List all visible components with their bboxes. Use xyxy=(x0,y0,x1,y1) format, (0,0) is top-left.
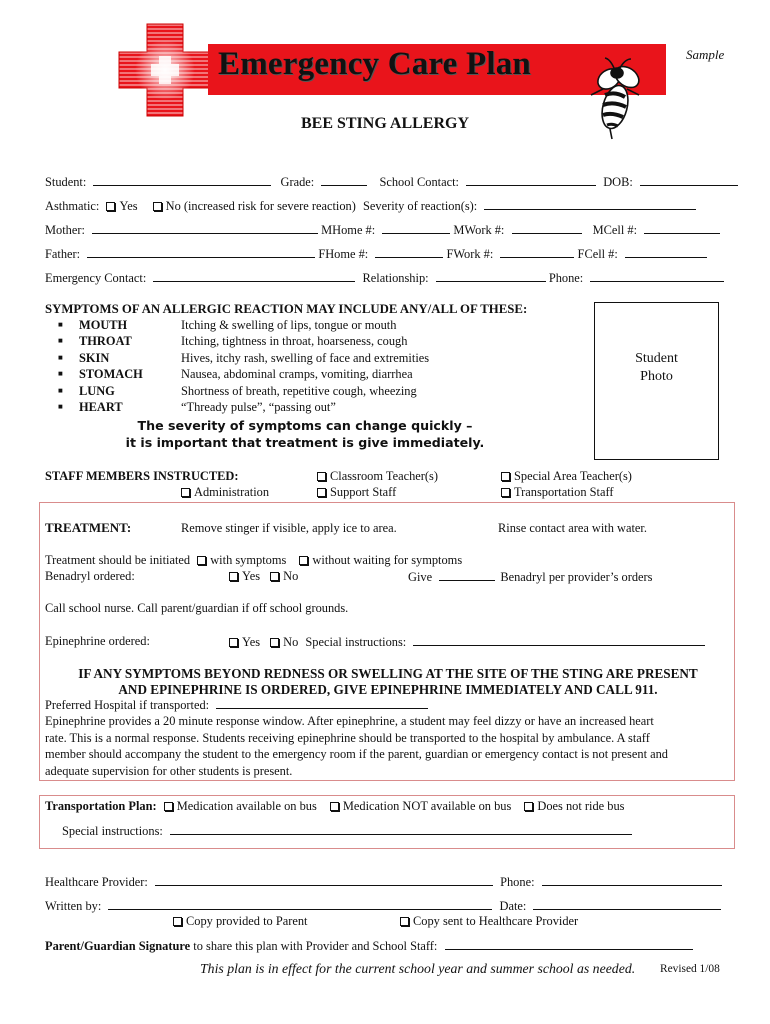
med-not-available-checkbox[interactable] xyxy=(330,802,339,811)
bee-icon xyxy=(575,55,653,147)
revised-label: Revised 1/08 xyxy=(660,963,720,975)
transport-heading: Transportation Plan: xyxy=(45,799,157,813)
bullet-icon: ■ xyxy=(58,402,63,411)
benadryl-no-label: No xyxy=(283,569,299,583)
paragraph-line: Epinephrine provides a 20 minute response window. After epinephrine, a student may feel dizzy or have an increased heart xyxy=(45,714,654,728)
epinephrine-options xyxy=(229,634,705,650)
fcell-label: FCell #: xyxy=(577,247,618,261)
grade-label: Grade: xyxy=(280,175,315,189)
epinephrine-label: Epinephrine ordered: xyxy=(45,634,150,648)
administration-checkbox[interactable] xyxy=(181,488,190,497)
signature-field[interactable] xyxy=(445,938,693,950)
staff-support xyxy=(317,485,396,500)
benadryl-yes-checkbox[interactable] xyxy=(229,572,238,581)
stinger-instruction: Remove stinger if visible, apply ice to area. xyxy=(181,521,397,535)
epinephrine-no-checkbox[interactable] xyxy=(270,638,279,647)
transportation-checkbox[interactable] xyxy=(501,488,510,497)
mother-row xyxy=(45,222,720,238)
copy-provider-checkbox[interactable] xyxy=(400,917,409,926)
administration-label: Administration xyxy=(194,485,270,499)
benadryl-orders-label: Benadryl per provider’s orders xyxy=(500,570,653,584)
bullet-icon: ■ xyxy=(58,386,63,395)
no-ride-checkbox[interactable] xyxy=(524,802,533,811)
symptom-item xyxy=(58,400,336,415)
phone-field[interactable] xyxy=(590,270,724,282)
symptom-area: MOUTH xyxy=(79,318,128,332)
mother-label: Mother: xyxy=(45,223,85,237)
fwork-label: FWork #: xyxy=(446,247,494,261)
initiated-label: Treatment should be initiated xyxy=(45,553,191,567)
without-waiting-label: without waiting for symptoms xyxy=(312,553,463,567)
provider-field[interactable] xyxy=(155,874,493,886)
student-row xyxy=(45,174,738,190)
bullet-icon: ■ xyxy=(58,369,63,378)
relationship-field[interactable] xyxy=(436,270,546,282)
father-field[interactable] xyxy=(87,246,315,258)
treatment-heading: TREATMENT: xyxy=(45,520,132,535)
phone-label: Phone: xyxy=(548,271,584,285)
grade-field[interactable] xyxy=(321,174,367,186)
emergency-row xyxy=(45,270,724,286)
written-by-field[interactable] xyxy=(108,898,492,910)
epinephrine-yes-checkbox[interactable] xyxy=(229,638,238,647)
provider-row xyxy=(45,874,722,890)
symptom-desc: “Thready pulse”, “passing out” xyxy=(181,400,336,414)
med-not-available-label: Medication NOT available on bus xyxy=(342,799,512,813)
copy-parent-label: Copy provided to Parent xyxy=(186,914,308,928)
symptom-item xyxy=(58,318,397,333)
copy-provider xyxy=(400,914,578,929)
written-by-label: Written by: xyxy=(45,899,102,913)
mhome-label: MHome #: xyxy=(321,223,376,237)
sample-label: Sample xyxy=(686,47,725,62)
call-nurse-text: Call school nurse. Call parent/guardian if off school grounds. xyxy=(45,601,349,615)
med-available-checkbox[interactable] xyxy=(164,802,173,811)
transportation-label: Transportation Staff xyxy=(514,485,614,499)
written-row xyxy=(45,898,721,914)
classroom-checkbox[interactable] xyxy=(317,472,326,481)
with-symptoms-checkbox[interactable] xyxy=(197,556,206,565)
no-ride-label: Does not ride bus xyxy=(537,799,625,813)
emergency-contact-label: Emergency Contact: xyxy=(45,271,147,285)
staff-heading: STAFF MEMBERS INSTRUCTED: xyxy=(45,469,239,483)
paragraph-line: member should accompany the student to the emergency room if the parent, guardian or emergency contact is not present and xyxy=(45,747,668,761)
symptoms-heading: SYMPTOMS OF AN ALLERGIC REACTION MAY INCLUDE ANY/ALL OF THESE: xyxy=(45,302,528,316)
special-area-checkbox[interactable] xyxy=(501,472,510,481)
mwork-label: MWork #: xyxy=(453,223,505,237)
initiated-row xyxy=(45,553,462,568)
symptom-area: HEART xyxy=(79,400,123,414)
student-photo-box[interactable] xyxy=(594,302,719,460)
asthmatic-yes-label: Yes xyxy=(119,199,138,213)
relationship-label: Relationship: xyxy=(362,271,429,285)
benadryl-give-row xyxy=(408,569,653,585)
transport-special-field[interactable] xyxy=(170,823,632,835)
symptom-area: STOMACH xyxy=(79,367,143,381)
transport-special-row xyxy=(62,823,632,839)
mhome-field[interactable] xyxy=(382,222,450,234)
special-instructions-field[interactable] xyxy=(413,634,705,646)
hospital-row xyxy=(45,697,428,713)
emergency-contact-field[interactable] xyxy=(153,270,355,282)
student-label: Student: xyxy=(45,175,87,189)
med-available-label: Medication available on bus xyxy=(176,799,317,813)
without-waiting-checkbox[interactable] xyxy=(299,556,308,565)
symptom-desc: Nausea, abdominal cramps, vomiting, diarrhea xyxy=(181,367,413,381)
transport-special-label: Special instructions: xyxy=(62,824,163,838)
effect-note: This plan is in effect for the current school year and summer school as needed. xyxy=(200,961,636,976)
symptom-desc: Itching & swelling of lips, tongue or mouth xyxy=(181,318,397,332)
symptom-desc: Shortness of breath, repetitive cough, wheezing xyxy=(181,384,417,398)
copy-parent xyxy=(173,914,307,929)
school-contact-label: School Contact: xyxy=(379,175,459,189)
give-label: Give xyxy=(408,570,433,584)
severity-warning-2: it is important that treatment is give immediately. xyxy=(125,435,485,450)
signature-row xyxy=(45,938,693,954)
fcell-field[interactable] xyxy=(625,246,707,258)
fhome-label: FHome #: xyxy=(318,247,369,261)
symptom-desc: Itching, tightness in throat, hoarseness, cough xyxy=(181,334,408,348)
bullet-icon: ■ xyxy=(58,353,63,362)
hospital-label: Preferred Hospital if transported: xyxy=(45,698,210,712)
symptom-item xyxy=(58,384,417,399)
symptom-item xyxy=(58,367,413,382)
symptom-area: LUNG xyxy=(79,384,115,398)
asthmatic-row xyxy=(45,198,696,214)
hospital-field[interactable] xyxy=(216,697,428,709)
staff-administration xyxy=(181,485,269,500)
severity-label: Severity of reaction(s): xyxy=(362,199,478,213)
paragraph-line: adequate supervision for other students is present. xyxy=(45,763,293,778)
mcell-label: MCell #: xyxy=(592,223,638,237)
asthmatic-no-checkbox[interactable] xyxy=(153,202,162,211)
photo-label-1: Student xyxy=(635,351,678,366)
benadryl-yes-label: Yes xyxy=(242,569,261,583)
page-title: Emergency Care Plan xyxy=(218,46,531,82)
special-area-label: Special Area Teacher(s) xyxy=(514,469,632,483)
date-field[interactable] xyxy=(533,898,721,910)
school-contact-field[interactable] xyxy=(466,174,596,186)
asthmatic-yes-checkbox[interactable] xyxy=(106,202,115,211)
severity-field[interactable] xyxy=(484,198,696,210)
signature-label: to share this plan with Provider and School Staff: xyxy=(193,939,438,953)
bullet-icon: ■ xyxy=(58,336,63,345)
benadryl-no-checkbox[interactable] xyxy=(270,572,279,581)
copy-parent-checkbox[interactable] xyxy=(173,917,182,926)
epinephrine-warning-1: IF ANY SYMPTOMS BEYOND REDNESS OR SWELLING AT THE SITE OF THE STING ARE PRESENT xyxy=(78,666,698,681)
father-label: Father: xyxy=(45,247,81,261)
dob-field[interactable] xyxy=(640,174,738,186)
transport-row xyxy=(45,799,624,814)
plan-subtitle: BEE STING ALLERGY xyxy=(300,115,470,132)
symptom-desc: Hives, itchy rash, swelling of face and extremities xyxy=(181,351,430,365)
provider-phone-field[interactable] xyxy=(542,874,722,886)
dob-label: DOB: xyxy=(603,175,633,189)
with-symptoms-label: with symptoms xyxy=(210,553,287,567)
provider-phone-label: Phone: xyxy=(500,875,535,889)
severity-warning-1: The severity of symptoms can change quickly – xyxy=(137,418,473,433)
epinephrine-no-label: No xyxy=(283,635,299,649)
epinephrine-paragraph xyxy=(45,713,731,779)
mother-field[interactable] xyxy=(92,222,318,234)
rinse-instruction: Rinse contact area with water. xyxy=(498,521,647,535)
benadryl-label: Benadryl ordered: xyxy=(45,569,135,583)
copy-provider-label: Copy sent to Healthcare Provider xyxy=(413,914,579,928)
signature-label-bold: Parent/Guardian Signature xyxy=(45,939,191,953)
photo-label-2: Photo xyxy=(640,369,673,384)
staff-classroom xyxy=(317,469,438,484)
fhome-field[interactable] xyxy=(375,246,443,258)
symptom-area: THROAT xyxy=(79,334,132,348)
asthmatic-no-label: No (increased risk for severe reaction) xyxy=(165,199,356,213)
red-cross-logo xyxy=(117,22,213,118)
symptom-area: SKIN xyxy=(79,351,110,365)
epinephrine-warning-2: AND EPINEPHRINE IS ORDERED, GIVE EPINEPHRINE IMMEDIATELY AND CALL 911. xyxy=(118,682,658,697)
symptom-item xyxy=(58,334,408,349)
date-label: Date: xyxy=(499,899,527,913)
father-row xyxy=(45,246,707,262)
bullet-icon: ■ xyxy=(58,320,63,329)
support-label: Support Staff xyxy=(330,485,397,499)
asthmatic-label: Asthmatic: xyxy=(45,199,100,213)
paragraph-line: rate. This is a normal response. Students receiving epinephrine should be transported to the hospital by ambulance. A staff xyxy=(45,730,650,745)
support-checkbox[interactable] xyxy=(317,488,326,497)
benadryl-options xyxy=(229,569,298,584)
staff-transportation xyxy=(501,485,613,500)
benadryl-dose-field[interactable] xyxy=(439,569,495,581)
special-instructions-label: Special instructions: xyxy=(305,635,407,649)
student-field[interactable] xyxy=(93,174,271,186)
mwork-field[interactable] xyxy=(512,222,582,234)
staff-special-area xyxy=(501,469,632,484)
fwork-field[interactable] xyxy=(500,246,574,258)
epinephrine-yes-label: Yes xyxy=(242,635,261,649)
symptom-item xyxy=(58,351,430,366)
mcell-field[interactable] xyxy=(644,222,720,234)
provider-label: Healthcare Provider: xyxy=(45,875,148,889)
classroom-label: Classroom Teacher(s) xyxy=(330,469,438,483)
